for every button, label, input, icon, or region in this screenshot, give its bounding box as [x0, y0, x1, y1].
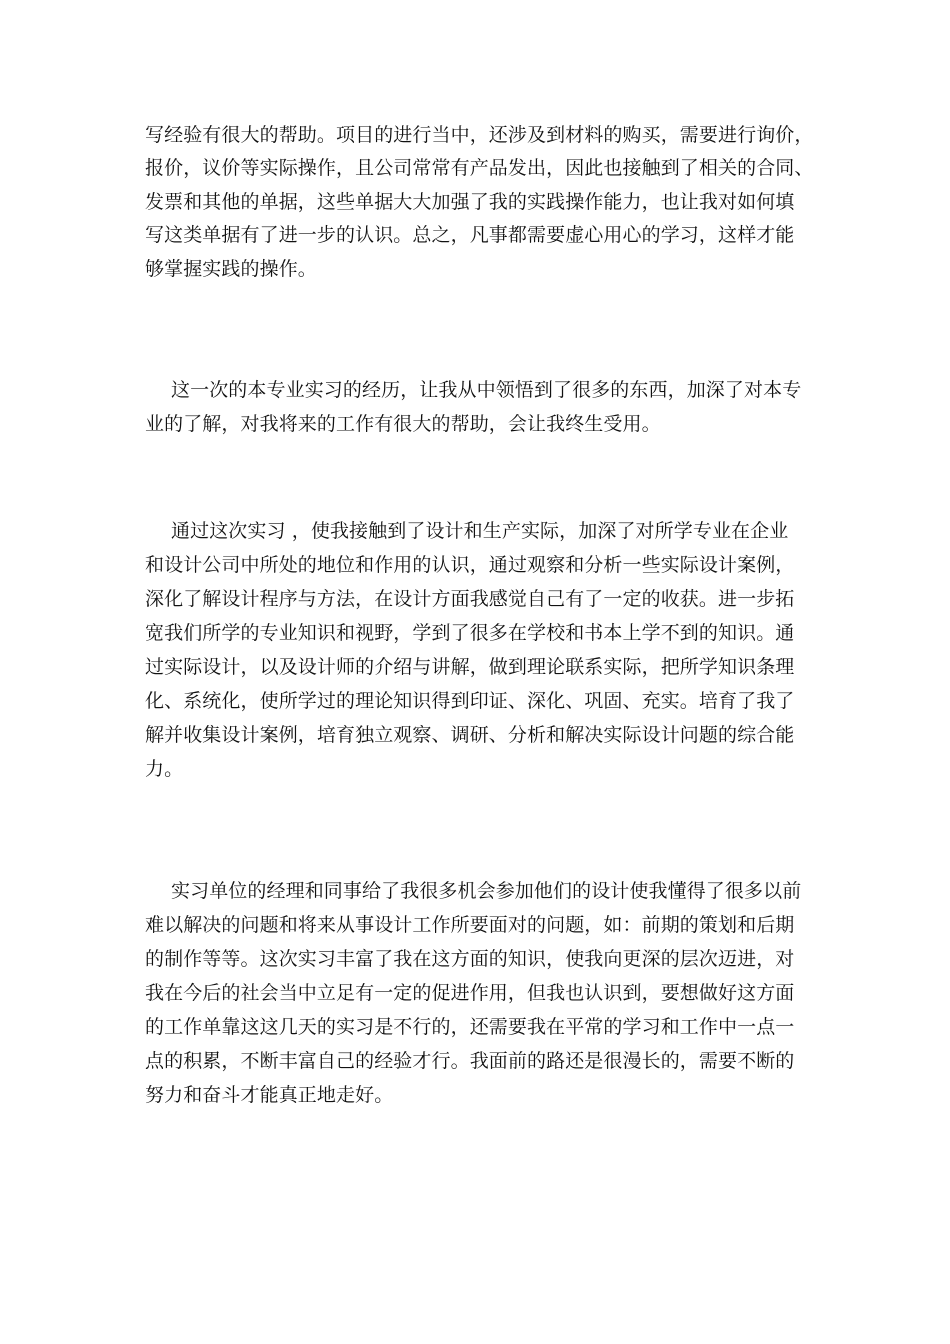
paragraph-line: 写这类单据有了进一步的认识。总之，凡事都需要虚心用心的学习，这样才能: [145, 224, 795, 246]
paragraph-line: 努力和奋斗才能真正地走好。: [145, 1084, 394, 1106]
paragraph-line: 的制作等等。这次实习丰富了我在这方面的知识，使我向更深的层次迈进，对: [145, 948, 795, 970]
paragraph-line: 通过这次实习 ，使我接触到了设计和生产实际，加深了对所学专业在企业: [171, 520, 789, 542]
paragraph-line: 业的了解，对我将来的工作有很大的帮助，会让我终生受用。: [145, 413, 661, 435]
paragraph-line: 深化了解设计程序与方法，在设计方面我感觉自己有了一定的收获。进一步拓: [145, 588, 795, 610]
paragraph-line: 难以解决的问题和将来从事设计工作所要面对的问题，如：前期的策划和后期: [145, 914, 795, 936]
paragraph-line: 点的积累，不断丰富自己的经验才行。我面前的路还是很漫长的，需要不断的: [145, 1050, 795, 1072]
paragraph-line: 化、系统化，使所学过的理论知识得到印证、深化、巩固、充实。培育了我了: [145, 690, 795, 712]
paragraph-line: 我在今后的社会当中立足有一定的促进作用，但我也认识到，要想做好这方面: [145, 982, 795, 1004]
paragraph-line: 的工作单靠这这几天的实习是不行的，还需要我在平常的学习和工作中一点一: [145, 1016, 795, 1038]
paragraph-line: 宽我们所学的专业知识和视野，学到了很多在学校和书本上学不到的知识。通: [145, 622, 795, 644]
paragraph-line: 报价，议价等实际操作，且公司常常有产品发出，因此也接触到了相关的合同、: [145, 157, 814, 179]
paragraph-line: 实习单位的经理和同事给了我很多机会参加他们的设计使我懂得了很多以前: [171, 880, 802, 902]
paragraph-line: 发票和其他的单据，这些单据大大加强了我的实践操作能力，也让我对如何填: [145, 191, 795, 213]
paragraph-line: 写经验有很大的帮助。项目的进行当中，还涉及到材料的购买，需要进行询价，: [145, 124, 814, 146]
paragraph-line: 够掌握实践的操作。: [145, 258, 317, 280]
paragraph-line: 过实际设计，以及设计师的介绍与讲解，做到理论联系实际，把所学知识条理: [145, 656, 795, 678]
paragraph-line: 和设计公司中所处的地位和作用的认识，通过观察和分析一些实际设计案例，: [145, 554, 795, 576]
paragraph-line: 力。: [145, 758, 184, 780]
paragraph-line: 解并收集设计案例，培育独立观察、调研、分析和解决实际设计问题的综合能: [145, 724, 795, 746]
paragraph-line: 这一次的本专业实习的经历，让我从中领悟到了很多的东西，加深了对本专: [171, 379, 802, 401]
